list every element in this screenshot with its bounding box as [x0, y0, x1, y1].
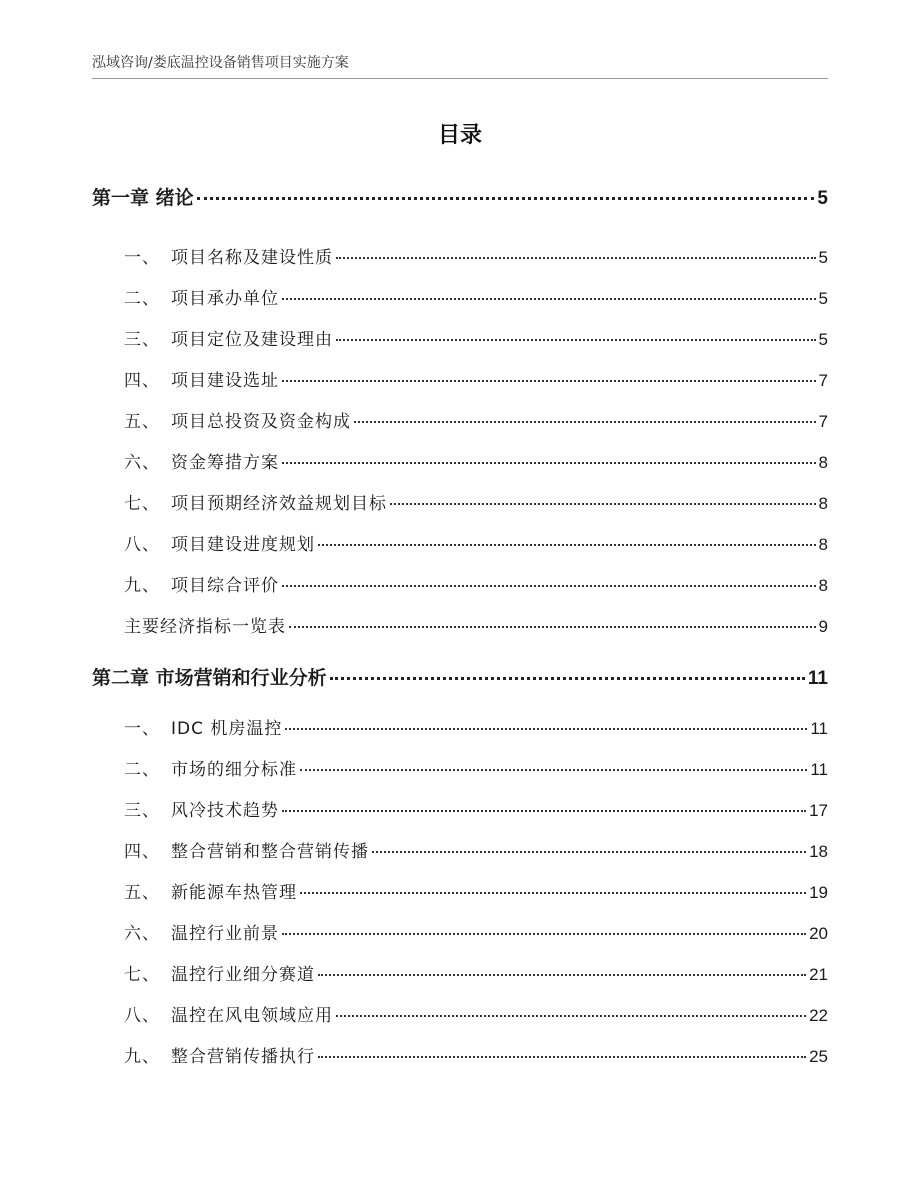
dot-leader	[282, 462, 816, 464]
dot-leader	[372, 851, 806, 853]
toc-chapter-label: 第一章 绪论	[92, 187, 194, 209]
toc-entry[interactable]	[92, 450, 828, 476]
toc-entry-label: 温控行业前景	[171, 924, 279, 944]
toc-entry-number: 八、	[124, 1006, 160, 1026]
toc-entry-number: 七、	[124, 494, 160, 514]
toc-page-number: 5	[817, 188, 828, 209]
toc-entry[interactable]	[92, 839, 828, 865]
dot-leader	[318, 974, 806, 976]
toc-entry-label: 项目综合评价	[171, 576, 279, 596]
toc-entry-label: 项目承办单位	[171, 289, 279, 309]
dot-leader	[318, 544, 816, 546]
toc-entry-number: 六、	[124, 924, 160, 944]
toc-page-number: 9	[818, 617, 828, 636]
toc-entry[interactable]	[92, 1003, 828, 1029]
toc-entry-label: 温控在风电领域应用	[171, 1006, 333, 1026]
toc-entry-label: 项目总投资及资金构成	[171, 412, 351, 432]
toc-entry[interactable]	[92, 368, 828, 394]
toc-page-number: 21	[809, 965, 828, 984]
toc-entry[interactable]	[92, 614, 828, 640]
toc-page-number: 7	[818, 371, 828, 390]
dot-leader	[336, 1015, 806, 1017]
dot-leader	[282, 585, 816, 587]
toc-entry-label: 项目建设进度规划	[171, 535, 315, 555]
toc-entry-label: 主要经济指标一览表	[124, 617, 286, 637]
toc-entry-number: 二、	[124, 760, 160, 780]
toc-page-number: 5	[818, 289, 828, 308]
dot-leader	[336, 339, 816, 341]
toc-entry-number: 三、	[124, 801, 160, 821]
dot-leader	[300, 892, 806, 894]
toc-entry-number: 九、	[124, 1047, 160, 1067]
toc-entry[interactable]	[92, 1044, 828, 1070]
toc-entry-number: 八、	[124, 535, 160, 555]
toc-entry[interactable]	[92, 798, 828, 824]
toc-page-number: 8	[818, 494, 828, 513]
toc-page-number: 5	[818, 330, 828, 349]
dot-leader	[289, 626, 816, 628]
dot-leader	[285, 728, 807, 730]
toc-entry-number: 六、	[124, 453, 160, 473]
toc-entry[interactable]	[92, 962, 828, 988]
dot-leader	[282, 933, 806, 935]
toc-entry[interactable]	[92, 880, 828, 906]
toc-entry-label: 市场的细分标准	[171, 760, 297, 780]
toc-entry[interactable]	[92, 921, 828, 947]
dot-leader	[282, 298, 816, 300]
toc-entry-label: 新能源车热管理	[171, 883, 297, 903]
toc-entry[interactable]	[92, 286, 828, 312]
toc-entry-label: 项目建设选址	[171, 371, 279, 391]
toc-entry-number: 五、	[124, 883, 160, 903]
toc-entry[interactable]	[92, 327, 828, 353]
toc-page-number: 19	[809, 883, 828, 902]
toc-title: 目录	[437, 123, 482, 148]
toc-entry-number: 九、	[124, 576, 160, 596]
toc-entry-number: 一、	[124, 248, 160, 268]
toc-chapter-2[interactable]	[92, 664, 828, 693]
toc-page-number: 11	[810, 719, 828, 738]
toc-entry-number: 五、	[124, 412, 160, 432]
dot-leader	[330, 677, 805, 680]
toc-page-number: 20	[809, 924, 828, 943]
toc-page-number: 11	[807, 668, 828, 689]
toc-chapter-1[interactable]	[92, 184, 828, 213]
toc-page-number: 8	[818, 535, 828, 554]
toc-entry-number: 一、	[124, 719, 160, 739]
toc-entry-label: 项目名称及建设性质	[171, 248, 333, 268]
toc-entry-number: 三、	[124, 330, 160, 350]
dot-leader	[197, 197, 815, 200]
toc-entry-label: 整合营销和整合营销传播	[171, 842, 369, 862]
toc-entry-label: 整合营销传播执行	[171, 1047, 315, 1067]
toc-entry[interactable]	[92, 757, 828, 783]
toc-entry-label: 风冷技术趋势	[171, 801, 279, 821]
toc-entry-label: 资金筹措方案	[171, 453, 279, 473]
toc-page-number: 5	[818, 248, 828, 267]
toc-entry[interactable]	[92, 245, 828, 271]
toc-chapter-label: 第二章 市场营销和行业分析	[92, 667, 327, 689]
toc-entry[interactable]	[92, 491, 828, 517]
toc-entry-label: IDC 机房温控	[171, 719, 283, 739]
dot-leader	[336, 257, 816, 259]
toc-entry-label: 温控行业细分赛道	[171, 965, 315, 985]
toc-page-number: 7	[818, 412, 828, 431]
toc-page-number: 22	[809, 1006, 828, 1025]
toc-page-number: 8	[818, 576, 828, 595]
toc-page-number: 17	[809, 801, 828, 820]
dot-leader	[318, 1056, 806, 1058]
toc-page-number: 18	[809, 842, 828, 861]
toc-entry[interactable]	[92, 573, 828, 599]
toc-page-number: 11	[810, 760, 828, 779]
running-header: 泓域咨询/娄底温控设备销售项目实施方案	[92, 55, 349, 71]
toc-entry-label: 项目定位及建设理由	[171, 330, 333, 350]
header-divider	[92, 78, 828, 79]
dot-leader	[282, 810, 806, 812]
toc-entry[interactable]	[92, 716, 828, 742]
dot-leader	[282, 380, 816, 382]
toc-page-number: 25	[809, 1047, 828, 1066]
toc-entry[interactable]	[92, 409, 828, 435]
toc-entry-number: 二、	[124, 289, 160, 309]
toc-entry-number: 七、	[124, 965, 160, 985]
toc-entry-label: 项目预期经济效益规划目标	[171, 494, 387, 514]
toc-entry-number: 四、	[124, 842, 160, 862]
toc-entry-number: 四、	[124, 371, 160, 391]
dot-leader	[390, 503, 816, 505]
toc-entry[interactable]	[92, 532, 828, 558]
dot-leader	[300, 769, 807, 771]
toc-page-number: 8	[818, 453, 828, 472]
dot-leader	[354, 421, 816, 423]
